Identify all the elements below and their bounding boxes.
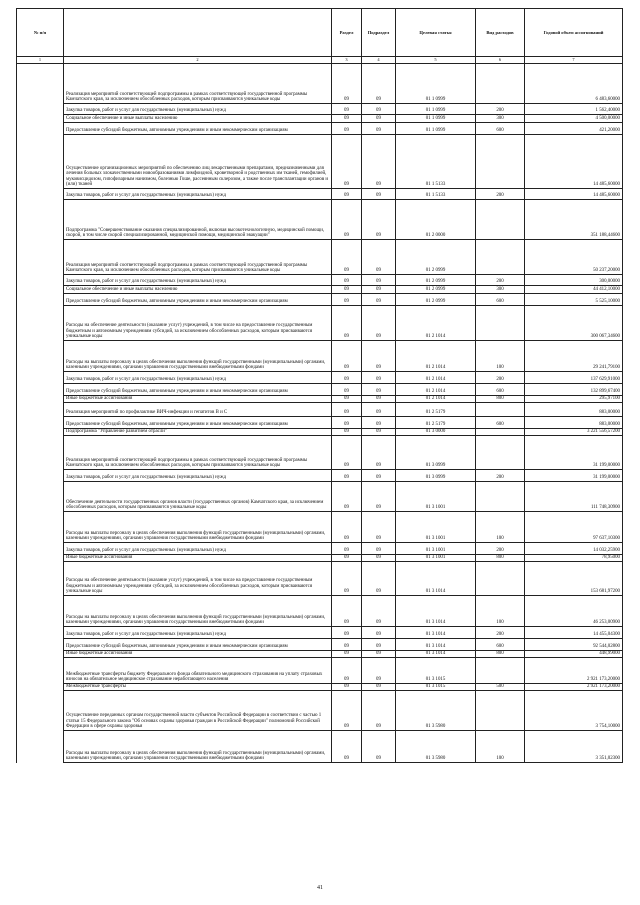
row-section-cell: 09 [332, 562, 362, 596]
row-amount-cell: 153 681,97200 [525, 562, 623, 596]
row-target-article-cell: 01 3 1015 [396, 658, 476, 684]
row-target-article-cell: 01 3 1014 [396, 639, 476, 651]
row-subsection-cell: 09 [362, 396, 396, 403]
row-number-cell [17, 275, 64, 286]
row-expense-type-cell [476, 200, 525, 240]
table-row [17, 341, 623, 372]
table-row [17, 384, 623, 396]
row-target-article-cell: 01 2 5179 [396, 403, 476, 417]
row-subsection-cell: 09 [362, 627, 396, 639]
row-target-article-cell: 01 3 1015 [396, 684, 476, 691]
row-subsection-cell: 09 [362, 639, 396, 651]
row-amount-cell: 300 067,34600 [525, 306, 623, 341]
row-name-cell: Расходы на выплаты персоналу в целях обеспечения выполнения функций государственными (муниципальными) органами, казенными учреждениями, органами управления государственными внебюджетными фондами [64, 596, 332, 627]
header-subsection: Подраздел [362, 9, 396, 57]
row-subsection-cell: 09 [362, 275, 396, 286]
row-name-cell: Реализация мероприятий соответствующей подпрограммы в рамках соответствующей государственной программы Камчатского края, за исключением обособленных расходов, которым присваиваются уникальные коды [64, 436, 332, 470]
row-amount-cell: 1 562,40000 [525, 104, 623, 115]
row-number-cell [17, 596, 64, 627]
row-target-article-cell: 01 1 5133 [396, 135, 476, 189]
row-target-article-cell: 01 3 1014 [396, 627, 476, 639]
row-section-cell: 09 [332, 396, 362, 403]
row-name-cell: Обеспечение деятельности государственных органов власти (государственных органов) Камчатского края, за исключением обособленных расходов, которым присваиваются уникальные коды [64, 482, 332, 512]
row-amount-cell: 44 412,10000 [525, 286, 623, 294]
row-target-article-cell: 01 3 1001 [396, 512, 476, 543]
col-index: 6 [476, 57, 525, 64]
row-target-article-cell: 01 3 1001 [396, 543, 476, 555]
row-expense-type-cell [476, 436, 525, 470]
row-target-article-cell: 01 1 0999 [396, 123, 476, 135]
row-number-cell [17, 429, 64, 436]
row-amount-cell: 2 921 173,20000 [525, 684, 623, 691]
row-number-cell [17, 691, 64, 731]
row-number-cell [17, 286, 64, 294]
row-number-cell [17, 639, 64, 651]
row-amount-cell: 92 544,02800 [525, 639, 623, 651]
row-target-article-cell: 01 3 0999 [396, 470, 476, 482]
row-name-cell: Социальное обеспечение и иные выплаты населению [64, 286, 332, 294]
row-number-cell [17, 417, 64, 429]
row-expense-type-cell: 200 [476, 189, 525, 200]
row-subsection-cell: 09 [362, 200, 396, 240]
row-amount-cell: 31 199,00000 [525, 436, 623, 470]
col-index: 5 [396, 57, 476, 64]
row-name-cell: Закупка товаров, работ и услуг для государственных (муниципальных) нужд [64, 543, 332, 555]
table-row [17, 684, 623, 691]
row-amount-cell: 111 748,30900 [525, 482, 623, 512]
row-number-cell [17, 104, 64, 115]
row-section-cell: 09 [332, 691, 362, 731]
row-name-cell: Закупка товаров, работ и услуг для государственных (муниципальных) нужд [64, 372, 332, 384]
row-amount-cell: 14 485,60000 [525, 135, 623, 189]
row-subsection-cell: 09 [362, 240, 396, 275]
row-target-article-cell: 01 2 1014 [396, 341, 476, 372]
row-number-cell [17, 115, 64, 123]
row-number-cell [17, 731, 64, 763]
row-amount-cell: 3 221 556,57200 [525, 429, 623, 436]
row-expense-type-cell: 100 [476, 596, 525, 627]
row-target-article-cell: 01 3 1014 [396, 562, 476, 596]
row-number-cell [17, 306, 64, 341]
table-header-row [17, 9, 623, 57]
row-number-cell [17, 562, 64, 596]
row-amount-cell: 448,99000 [525, 651, 623, 658]
table-row [17, 306, 623, 341]
table-row [17, 562, 623, 596]
row-number-cell [17, 470, 64, 482]
row-section-cell: 09 [332, 470, 362, 482]
row-subsection-cell: 09 [362, 341, 396, 372]
row-name-cell: Межбюджетные трансферты [64, 684, 332, 691]
row-expense-type-cell: 600 [476, 384, 525, 396]
row-expense-type-cell [476, 403, 525, 417]
table-row [17, 731, 623, 763]
row-amount-cell: 97 637,10300 [525, 512, 623, 543]
row-target-article-cell: 01 2 5179 [396, 417, 476, 429]
row-name-cell: Подпрограмма "Управление развитием отрасли" [64, 429, 332, 436]
table-row [17, 396, 623, 403]
row-amount-cell: 351 188,44600 [525, 200, 623, 240]
row-target-article-cell: 01 3 5980 [396, 731, 476, 763]
table-row [17, 240, 623, 275]
row-expense-type-cell: 600 [476, 123, 525, 135]
row-number-cell [17, 240, 64, 275]
row-amount-cell: 46 253,00900 [525, 596, 623, 627]
row-target-article-cell: 01 3 0000 [396, 429, 476, 436]
row-subsection-cell: 09 [362, 684, 396, 691]
row-amount-cell: 50 237,20000 [525, 240, 623, 275]
row-number-cell [17, 658, 64, 684]
row-subsection-cell: 09 [362, 651, 396, 658]
row-name-cell: Предоставление субсидий бюджетным, автономным учреждениям и иным некоммерческим организациям [64, 639, 332, 651]
row-section-cell: 09 [332, 684, 362, 691]
row-expense-type-cell [476, 64, 525, 104]
row-subsection-cell: 09 [362, 596, 396, 627]
row-name-cell: Иные бюджетные ассигнования [64, 555, 332, 562]
row-subsection-cell: 09 [362, 115, 396, 123]
row-name-cell: Предоставление субсидий бюджетным, автономным учреждениям и иным некоммерческим организациям [64, 417, 332, 429]
row-section-cell: 09 [332, 123, 362, 135]
row-amount-cell: 132 899,67400 [525, 384, 623, 396]
row-name-cell: Иные бюджетные ассигнования [64, 651, 332, 658]
table-row [17, 691, 623, 731]
row-subsection-cell: 09 [362, 403, 396, 417]
table-row [17, 639, 623, 651]
row-number-cell [17, 200, 64, 240]
row-expense-type-cell: 200 [476, 372, 525, 384]
row-expense-type-cell: 200 [476, 275, 525, 286]
row-expense-type-cell: 600 [476, 417, 525, 429]
row-subsection-cell: 09 [362, 543, 396, 555]
row-expense-type-cell: 300 [476, 286, 525, 294]
row-name-cell: Закупка товаров, работ и услуг для государственных (муниципальных) нужд [64, 104, 332, 115]
row-section-cell: 09 [332, 104, 362, 115]
row-number-cell [17, 341, 64, 372]
row-number-cell [17, 135, 64, 189]
row-amount-cell: 14 032,25900 [525, 543, 623, 555]
row-amount-cell: 6 483,60000 [525, 64, 623, 104]
row-amount-cell: 3 351,02300 [525, 731, 623, 763]
row-section-cell: 09 [332, 417, 362, 429]
table-row [17, 135, 623, 189]
row-name-cell: Реализация мероприятий соответствующей подпрограммы в рамках соответствующей государственной программы Камчатского края, за исключением обособленных расходов, которым присваиваются уникальные коды [64, 64, 332, 104]
table-row [17, 482, 623, 512]
row-name-cell: Предоставление субсидий бюджетным, автономным учреждениям и иным некоммерческим организациям [64, 384, 332, 396]
row-target-article-cell: 01 2 0999 [396, 294, 476, 306]
row-name-cell: Подпрограмма "Совершенствование оказания специализированной, включая высокотехнологичную, медицинской помощи, скорой, в том числе скорой специализированной, медицинской помощи, медицинской эвакуации" [64, 200, 332, 240]
table-row [17, 104, 623, 115]
row-amount-cell: 883,00000 [525, 417, 623, 429]
row-expense-type-cell: 100 [476, 731, 525, 763]
row-expense-type-cell [476, 135, 525, 189]
row-target-article-cell: 01 3 1014 [396, 651, 476, 658]
row-target-article-cell: 01 1 0999 [396, 104, 476, 115]
header-annual-amount: Годовой объем ассигнований [525, 9, 623, 57]
table-row [17, 403, 623, 417]
row-number-cell [17, 189, 64, 200]
row-expense-type-cell [476, 240, 525, 275]
col-index: 1 [17, 57, 64, 64]
row-section-cell: 09 [332, 189, 362, 200]
table-row [17, 286, 623, 294]
row-section-cell: 09 [332, 64, 362, 104]
row-subsection-cell: 09 [362, 555, 396, 562]
col-index: 3 [332, 57, 362, 64]
row-subsection-cell: 09 [362, 286, 396, 294]
row-expense-type-cell [476, 658, 525, 684]
row-section-cell: 09 [332, 384, 362, 396]
header-section: Раздел [332, 9, 362, 57]
row-section-cell: 09 [332, 240, 362, 275]
table-row [17, 372, 623, 384]
col-index: 7 [525, 57, 623, 64]
table-row [17, 429, 623, 436]
row-name-cell: Осуществление организационных мероприятий по обеспечению лиц лекарственными препаратами, предназначенными для лечения больных злокачественными новообразованиями лимфоидной, кроветворной и родственных им тканей, гемофилией, муковисцидозом, гипофизарным нанизмом, болезнью Гоше, рассеянным склерозом, а также после трансплантации органов и (или) тканей [64, 135, 332, 189]
row-subsection-cell: 09 [362, 436, 396, 470]
row-amount-cell: 14 455,04300 [525, 627, 623, 639]
row-section-cell: 09 [332, 294, 362, 306]
row-target-article-cell: 01 1 5133 [396, 189, 476, 200]
row-target-article-cell: 01 1 0999 [396, 64, 476, 104]
header-name [64, 9, 332, 57]
row-number-cell [17, 384, 64, 396]
row-section-cell: 09 [332, 200, 362, 240]
row-target-article-cell: 01 2 0999 [396, 275, 476, 286]
budget-table [16, 8, 623, 763]
page-number: 41 [317, 885, 323, 891]
row-section-cell: 09 [332, 639, 362, 651]
table-row [17, 123, 623, 135]
row-number-cell [17, 555, 64, 562]
row-name-cell: Закупка товаров, работ и услуг для государственных (муниципальных) нужд [64, 627, 332, 639]
row-subsection-cell: 09 [362, 104, 396, 115]
row-target-article-cell: 01 1 0999 [396, 115, 476, 123]
row-subsection-cell: 09 [362, 429, 396, 436]
row-section-cell: 09 [332, 651, 362, 658]
row-number-cell [17, 543, 64, 555]
row-target-article-cell: 01 3 1001 [396, 555, 476, 562]
row-expense-type-cell: 100 [476, 512, 525, 543]
row-target-article-cell: 01 3 1014 [396, 596, 476, 627]
row-name-cell: Межбюджетные трансферты бюджету Федерального фонда обязательного медицинского страхования на уплату страховых взносов на обязательное медицинское страхование неработающего населения [64, 658, 332, 684]
row-subsection-cell: 09 [362, 512, 396, 543]
row-target-article-cell: 01 2 0999 [396, 286, 476, 294]
row-subsection-cell: 09 [362, 294, 396, 306]
table-row [17, 596, 623, 627]
row-section-cell: 09 [332, 555, 362, 562]
row-expense-type-cell: 800 [476, 555, 525, 562]
row-expense-type-cell: 200 [476, 543, 525, 555]
row-section-cell: 09 [332, 731, 362, 763]
row-section-cell: 09 [332, 372, 362, 384]
row-name-cell: Реализация мероприятий соответствующей подпрограммы в рамках соответствующей государственной программы Камчатского края, за исключением обособленных расходов, которым присваиваются уникальные коды [64, 240, 332, 275]
header-num: № п/п [17, 9, 64, 57]
row-section-cell: 09 [332, 543, 362, 555]
row-name-cell: Расходы на выплаты персоналу в целях обеспечения выполнения функций государственными (муниципальными) органами, казенными учреждениями, органами управления государственными внебюджетными фондами [64, 512, 332, 543]
table-row [17, 275, 623, 286]
row-name-cell: Осуществление переданных органам государственной власти субъектов Российской Федерации в соответствии с частью 1 статьи 15 Федерального закона "Об основах охраны здоровья граждан в Российской Федерации" полномочий Российской Федерации в сфере охраны здоровья [64, 691, 332, 731]
table-row [17, 651, 623, 658]
row-subsection-cell: 09 [362, 562, 396, 596]
row-expense-type-cell: 200 [476, 104, 525, 115]
row-subsection-cell: 09 [362, 306, 396, 341]
row-name-cell: Закупка товаров, работ и услуг для государственных (муниципальных) нужд [64, 470, 332, 482]
row-expense-type-cell: 200 [476, 470, 525, 482]
row-section-cell: 09 [332, 135, 362, 189]
row-subsection-cell: 09 [362, 417, 396, 429]
row-expense-type-cell: 200 [476, 627, 525, 639]
row-target-article-cell: 01 2 1014 [396, 384, 476, 396]
row-amount-cell: 14 485,60000 [525, 189, 623, 200]
row-amount-cell: 883,00000 [525, 403, 623, 417]
row-expense-type-cell [476, 691, 525, 731]
row-section-cell: 09 [332, 341, 362, 372]
row-name-cell: Закупка товаров, работ и услуг для государственных (муниципальных) нужд [64, 189, 332, 200]
row-section-cell: 09 [332, 286, 362, 294]
row-target-article-cell: 01 2 1014 [396, 306, 476, 341]
row-target-article-cell: 01 3 1001 [396, 482, 476, 512]
row-number-cell [17, 627, 64, 639]
row-number-cell [17, 403, 64, 417]
row-section-cell: 09 [332, 627, 362, 639]
row-subsection-cell: 09 [362, 384, 396, 396]
row-number-cell [17, 651, 64, 658]
row-section-cell: 09 [332, 482, 362, 512]
row-amount-cell: 2 921 173,20000 [525, 658, 623, 684]
row-target-article-cell: 01 2 1014 [396, 372, 476, 384]
row-number-cell [17, 396, 64, 403]
row-amount-cell: 3 754,10000 [525, 691, 623, 731]
header-expense-type: Вид расходов [476, 9, 525, 57]
row-subsection-cell: 09 [362, 189, 396, 200]
row-number-cell [17, 64, 64, 104]
row-section-cell: 09 [332, 115, 362, 123]
table-body [17, 64, 623, 763]
row-section-cell: 09 [332, 275, 362, 286]
row-expense-type-cell [476, 429, 525, 436]
row-amount-cell: 31 199,00000 [525, 470, 623, 482]
row-target-article-cell: 01 2 0000 [396, 200, 476, 240]
row-subsection-cell: 09 [362, 64, 396, 104]
col-index: 4 [362, 57, 396, 64]
row-section-cell: 09 [332, 403, 362, 417]
row-number-cell [17, 123, 64, 135]
row-name-cell: Предоставление субсидий бюджетным, автономным учреждениям и иным некоммерческим организациям [64, 123, 332, 135]
row-expense-type-cell [476, 482, 525, 512]
row-subsection-cell: 09 [362, 658, 396, 684]
row-subsection-cell: 09 [362, 691, 396, 731]
column-index-row [17, 57, 623, 64]
row-section-cell: 09 [332, 658, 362, 684]
row-name-cell: Расходы на выплаты персоналу в целях обеспечения выполнения функций государственными (муниципальными) органами, казенными учреждениями, органами управления государственными внебюджетными фондами [64, 731, 332, 763]
row-name-cell: Расходы на обеспечение деятельности (оказание услуг) учреждений, в том числе на предоставление государственным бюджетным и автономным учреждениям субсидий, за исключением обособленных расходов, которым присваиваются уникальные коды [64, 306, 332, 341]
row-expense-type-cell [476, 562, 525, 596]
row-amount-cell: 421,20000 [525, 123, 623, 135]
row-number-cell [17, 436, 64, 470]
row-subsection-cell: 09 [362, 372, 396, 384]
table-row [17, 115, 623, 123]
table-row [17, 470, 623, 482]
row-section-cell: 09 [332, 512, 362, 543]
row-amount-cell: 295,97100 [525, 396, 623, 403]
row-name-cell: Предоставление субсидий бюджетным, автономным учреждениям и иным некоммерческим организациям [64, 294, 332, 306]
row-number-cell [17, 512, 64, 543]
table-row [17, 294, 623, 306]
row-subsection-cell: 09 [362, 482, 396, 512]
row-expense-type-cell: 800 [476, 651, 525, 658]
table-row [17, 555, 623, 562]
table-row [17, 658, 623, 684]
table-row [17, 627, 623, 639]
row-expense-type-cell: 500 [476, 684, 525, 691]
table-row [17, 512, 623, 543]
row-target-article-cell: 01 2 0999 [396, 240, 476, 275]
budget-table-sheet [16, 8, 622, 763]
table-row [17, 436, 623, 470]
row-section-cell: 09 [332, 306, 362, 341]
row-section-cell: 09 [332, 429, 362, 436]
header-target-article: Целевая статья [396, 9, 476, 57]
row-subsection-cell: 09 [362, 731, 396, 763]
row-amount-cell: 29 241,79100 [525, 341, 623, 372]
row-target-article-cell: 01 3 0999 [396, 436, 476, 470]
row-amount-cell: 137 629,91000 [525, 372, 623, 384]
row-number-cell [17, 482, 64, 512]
row-name-cell: Расходы на обеспечение деятельности (оказание услуг) учреждений, в том числе на предоставление государственным бюджетным и автономным учреждениям субсидий, за исключением обособленных расходов, которым присваиваются уникальные коды [64, 562, 332, 596]
row-name-cell: Закупка товаров, работ и услуг для государственных (муниципальных) нужд [64, 275, 332, 286]
table-row [17, 417, 623, 429]
table-row [17, 543, 623, 555]
table-row [17, 200, 623, 240]
row-name-cell: Расходы на выплаты персоналу в целях обеспечения выполнения функций государственными (муниципальными) органами, казенными учреждениями, органами управления государственными внебюджетными фондами [64, 341, 332, 372]
row-name-cell: Иные бюджетные ассигнования [64, 396, 332, 403]
row-expense-type-cell: 300 [476, 115, 525, 123]
row-number-cell [17, 294, 64, 306]
row-section-cell: 09 [332, 436, 362, 470]
row-number-cell [17, 684, 64, 691]
row-number-cell [17, 372, 64, 384]
row-target-article-cell: 01 3 5980 [396, 691, 476, 731]
row-expense-type-cell: 600 [476, 639, 525, 651]
row-expense-type-cell: 600 [476, 294, 525, 306]
row-subsection-cell: 09 [362, 470, 396, 482]
row-expense-type-cell: 800 [476, 396, 525, 403]
row-amount-cell: 78,95000 [525, 555, 623, 562]
row-amount-cell: 5 525,10000 [525, 294, 623, 306]
row-amount-cell: 300,00000 [525, 275, 623, 286]
row-expense-type-cell: 100 [476, 341, 525, 372]
row-target-article-cell: 01 2 1014 [396, 396, 476, 403]
row-section-cell: 09 [332, 596, 362, 627]
row-subsection-cell: 09 [362, 135, 396, 189]
table-row [17, 189, 623, 200]
col-index: 2 [64, 57, 332, 64]
table-row [17, 64, 623, 104]
row-subsection-cell: 09 [362, 123, 396, 135]
row-name-cell: Реализация мероприятий по профилактике ВИЧ-инфекции и гепатитов B и C [64, 403, 332, 417]
row-expense-type-cell [476, 306, 525, 341]
row-amount-cell: 4 500,00000 [525, 115, 623, 123]
row-name-cell: Социальное обеспечение и иные выплаты населению [64, 115, 332, 123]
